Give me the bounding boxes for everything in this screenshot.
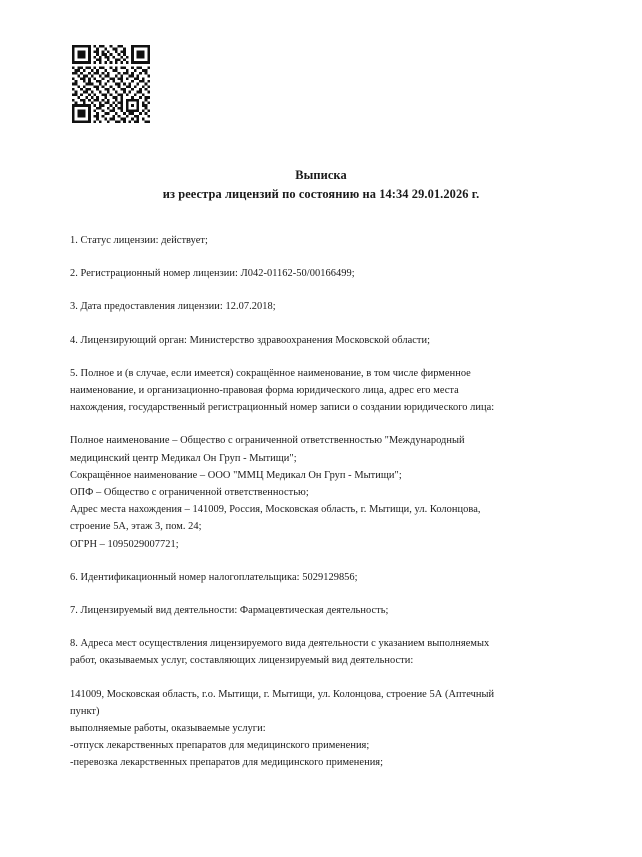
entity-ogrn: ОГРН – 1095029007721; [70, 538, 179, 550]
clause-5-name-and-legal-form [70, 365, 580, 417]
clause-3-date: 3. Дата предоставления лицензии: 12.07.2018; [70, 301, 276, 313]
entity-legal-form: ОПФ – Общество с ограниченной ответственностью; [70, 487, 309, 499]
clause-5-line-1: 5. Полное и (в случае, если имеется) сокращённое наименование, в том числе фирменное [70, 367, 471, 379]
entity-details-block [70, 432, 580, 552]
clause-8-line-2: работ, оказываемых услуг, составляющих лицензируемый вид деятельности: [70, 655, 414, 667]
activity-location-block [70, 686, 580, 772]
clause-6-inn: 6. Идентификационный номер налогоплательщика: 5029129856; [70, 571, 358, 583]
clause-8-line-1: 8. Адреса мест осуществления лицензируемого вида деятельности с указанием выполняемых [70, 638, 490, 650]
clause-4-licensing-authority: 4. Лицензирующий орган: Министерство здравоохранения Московской области; [70, 334, 431, 346]
title-line-1: Выписка [295, 168, 347, 182]
clause-1-status: 1. Статус лицензии: действует; [70, 235, 208, 246]
qr-code [72, 45, 150, 123]
entity-address-line-1: Адрес места нахождения – 141009, Россия, Московская область, г. Мытищи, ул. Колонцова, [70, 504, 481, 516]
clause-5-line-3: нахождения, государственный регистрационный номер записи о создании юридического лица: [70, 402, 495, 414]
document-body [70, 232, 580, 788]
clause-8-activity-addresses [70, 635, 580, 669]
title-line-2: из реестра лицензий по состоянию на 14:34 29.01.2026 г. [162, 187, 480, 201]
clause-7-activity-type: 7. Лицензируемый вид деятельности: Фармацевтическая деятельность; [70, 605, 389, 617]
activity-address-line-1: 141009, Московская область, г.о. Мытищи, г. Мытищи, ул. Колонцова, строение 5А (Аптечный [70, 688, 495, 700]
entity-short-name: Сокращённое наименование – ООО "ММЦ Медикал Он Груп - Мытищи"; [70, 469, 402, 481]
entity-address-line-2: строение 5А, этаж 3, пом. 24; [70, 521, 202, 533]
clause-5-line-2: наименование, и организационно-правовая форма юридического лица, адрес его места [70, 385, 459, 397]
activity-address-line-2: пункт) [70, 705, 100, 717]
page-title [0, 166, 642, 204]
service-item-dispensing: -отпуск лекарственных препаратов для медицинского применения; [70, 740, 370, 752]
entity-full-name-line-2: медицинский центр Медикал Он Груп - Мытищи"; [70, 452, 297, 464]
services-heading: выполняемые работы, оказываемые услуги: [70, 723, 266, 735]
entity-full-name-line-1: Полное наименование – Общество с ограниченной ответственностью "Международный [70, 435, 465, 447]
clause-2-registration-number: 2. Регистрационный номер лицензии: Л042-01162-50/00166499; [70, 268, 355, 280]
service-item-transport: -перевозка лекарственных препаратов для медицинского применения; [70, 757, 384, 769]
